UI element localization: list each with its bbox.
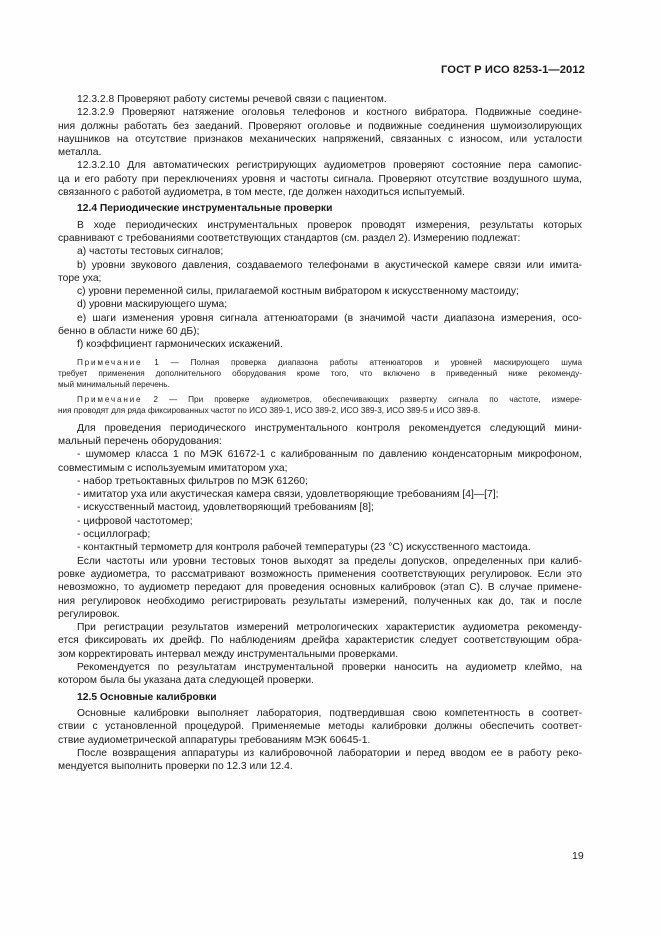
text-line: ровке аудиометра, то рассматривают возможность применения соответствующих регулировок. Если это	[58, 568, 582, 580]
text-line: ния проводят для ряда фиксированных частот по ИСО 389-1, ИСО 389-2, ИСО 389-3, ИСО 389-5 и ИСО 389-8.	[58, 406, 481, 416]
text-line: регулировок.	[58, 608, 120, 620]
text-line: зом корректировать интервал между инструментальными проверками.	[58, 648, 399, 660]
text-line: ствие аудиометрической аппаратуры требованиям МЭК 60645-1.	[58, 734, 371, 746]
text-line: - контактный термометр для контроля рабочей температуры (23 °C) искусственного мастоида.	[77, 542, 531, 554]
text-line: - набор третьоктавных фильтров по МЭК 61260;	[77, 475, 308, 487]
section-heading-12-4: 12.4 Периодические инструментальные проверки	[77, 203, 333, 215]
text-line: - осциллограф;	[77, 529, 151, 541]
text-line: бенно в области ниже 60 дБ);	[58, 326, 200, 338]
text-line: При регистрации результатов измерений метрологических характеристик аудиометра рекоменду-	[77, 622, 582, 634]
text-line: c) уровни переменной силы, прилагаемой костным вибратором к искусственному мастоиду;	[77, 286, 519, 298]
note-2-label: Примечание	[77, 394, 143, 404]
para-12-4-intro	[58, 219, 582, 246]
list-item	[58, 501, 582, 514]
note-2-body	[58, 405, 582, 416]
note-1	[58, 357, 582, 391]
para-drift	[58, 621, 582, 661]
text-line: После возвращения аппаратуры из калибровочной лаборатории и перед вводом ее в работу реко-	[77, 747, 582, 759]
para-12-3-2-10	[58, 159, 582, 199]
document-header: ГОСТ Р ИСО 8253-1—2012	[441, 64, 585, 76]
text-line: наушников на отсутствие признаков механических напряжений, связанных с износом, или усталости	[58, 133, 582, 145]
list-item	[58, 448, 582, 475]
text-line: - цифровой частотомер;	[77, 515, 193, 527]
para-basic-calibration	[58, 707, 582, 747]
note-1-first-line	[58, 357, 582, 368]
text-line: торе уха;	[58, 272, 102, 284]
equipment-list	[58, 448, 582, 554]
text-line: мальный перечень оборудования:	[58, 435, 222, 447]
text-line: связанного с работой аудиометра, в том месте, где должен находиться испытуемый.	[58, 187, 465, 199]
list-item	[58, 312, 582, 339]
note-1-body	[58, 368, 582, 391]
text-line: ния должны работать без заеданий. Проверяют оголовье и подвижные соединения шумоизолирующих	[58, 120, 582, 132]
text-line: котором была бы указана дата следующей проверки.	[58, 675, 314, 687]
text-line: мый минимальный перечень.	[58, 380, 170, 390]
text-line: d) уровни маскирующего шума;	[77, 299, 228, 311]
text-line: ца и его работу при переключениях уровня и частоты сигнала. Проверяют отсутствие воздушного шума,	[58, 173, 582, 185]
para-after-return	[58, 747, 582, 774]
list-item	[58, 528, 582, 541]
document-body	[58, 93, 582, 773]
text-line: сравнивают с требованиями соответствующих стандартов (см. раздел 2). Измерению подлежат:	[58, 232, 521, 244]
text-line: ствии с установленной процедурой. Применяемые методы калибровки должны обеспечить соответ-	[58, 721, 582, 733]
list-item	[58, 298, 582, 311]
para-12-3-2-9	[58, 106, 582, 159]
measurement-list	[58, 245, 582, 351]
text-line: В ходе периодических инструментальных проверок проводят измерения, результаты которых	[77, 219, 582, 231]
text-line: ния регулировок необходимо регистрировать результаты измерений, полученных как до, так и после	[58, 595, 582, 607]
text-line: Основные калибровки выполняет лаборатория, подтвердившая свою компетентность в соответ-	[77, 707, 582, 719]
text-line: 12.3.2.9 Проверяют натяжение оголовья телефонов и костного вибратора. Подвижные соедине-	[77, 107, 582, 119]
note-2-first-line	[58, 394, 582, 405]
text-line: b) уровни звукового давления, создаваемого телефонами в акустической камере связи или имита-	[77, 259, 582, 271]
text-line: - искусственный мастоид, удовлетворяющий требованиям [8];	[77, 502, 374, 514]
section-heading-12-5: 12.5 Основные калибровки	[77, 691, 217, 703]
text-line: - шумомер класса 1 по МЭК 61672-1 с калиброванным по давлению конденсаторным микрофоном,	[77, 449, 582, 461]
text-line: металла.	[58, 147, 102, 159]
note-1-text: 1 — Полная проверка диапазона работы аттенюаторов и уровней маскирующего шума	[142, 357, 582, 367]
text-line: Если частоты или уровни тестовых тонов выходят за пределы допусков, определенных при калиб-	[77, 555, 582, 567]
text-line: a) частоты тестовых сигналов;	[77, 246, 224, 258]
list-item	[58, 245, 582, 258]
text-line: невозможно, то аудиометр передают для проведения основных калибровок (этап C). В случае примене-	[58, 582, 582, 594]
list-item	[58, 475, 582, 488]
note-2	[58, 394, 582, 417]
list-item	[58, 285, 582, 298]
note-2-text: 2 — При проверке аудиометров, обеспечивающих развертку сигнала по частоте, измере-	[142, 394, 582, 404]
list-item	[58, 541, 582, 554]
text-line: совместимым с используемым имитатором уха;	[58, 462, 288, 474]
para-equipment-intro	[58, 422, 582, 449]
text-line: 12.3.2.10 Для автоматических регистрирующих аудиометров проверяют состояние пера самопис-	[77, 160, 582, 172]
text-line: - имитатор уха или акустическая камера связи, удовлетворяющие требованиям [4]—[7];	[77, 489, 499, 501]
text-line: мендуется выполнить проверки по 12.3 или 12.4.	[58, 761, 293, 773]
list-item	[58, 515, 582, 528]
para-stamp	[58, 661, 582, 688]
para-12-3-2-8	[58, 93, 582, 106]
para-adjustments	[58, 555, 582, 621]
list-item	[58, 338, 582, 351]
note-1-label: Примечание	[77, 357, 143, 367]
text-line: требует применения дополнительного оборудования кроме того, что включено в приведенный ниже рекоменду-	[58, 369, 582, 379]
text-line: ется фиксировать их дрейф. По наблюдениям дрейфа характеристик следует соответствующим обра-	[58, 635, 582, 647]
text-line: Для проведения периодического инструментального контроля рекомендуется следующий мини-	[77, 422, 582, 434]
list-item	[58, 488, 582, 501]
page-number: 19	[572, 850, 584, 862]
text-line: e) шаги изменения уровня сигнала аттенюаторами (в значимой части диапазона измерения, осо-	[77, 312, 582, 324]
text-line: Рекомендуется по результатам инструментальной проверки наносить на аудиометр клеймо, на	[77, 662, 582, 674]
text-line: 12.3.2.8 Проверяют работу системы речевой связи с пациентом.	[77, 94, 387, 105]
list-item	[58, 259, 582, 286]
text-line: f) коэффициент гармонических искажений.	[77, 339, 283, 351]
